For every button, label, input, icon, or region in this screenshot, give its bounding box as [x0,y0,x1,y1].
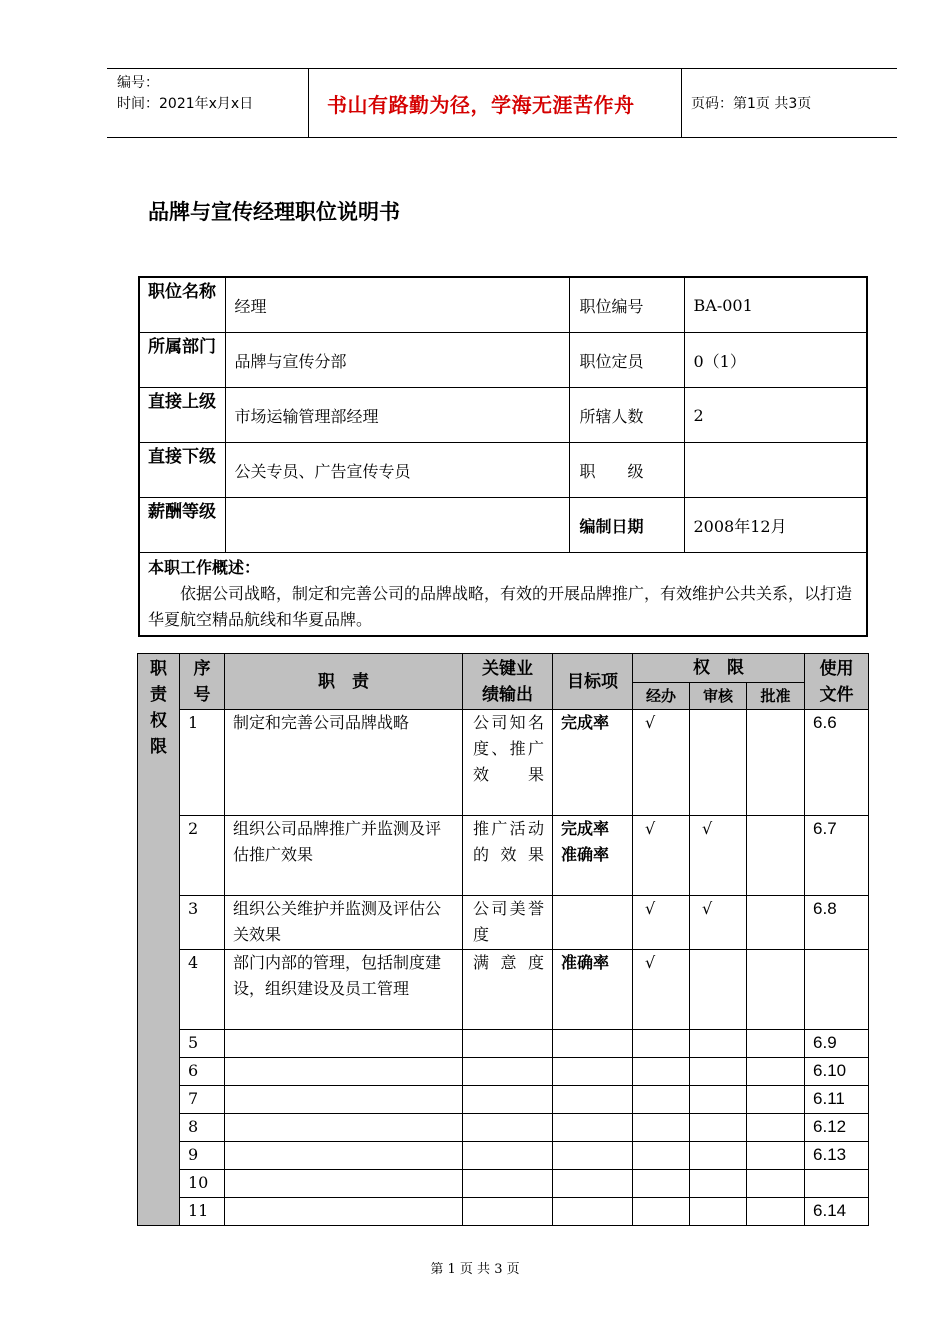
header-approve: 批准 [747,683,805,710]
header-kpi [463,654,553,710]
header-authority: 权 限 [633,654,805,683]
header-seq-text: 序号 [193,658,211,705]
duty-review [690,710,747,816]
duty-seq: 6 [180,1058,225,1086]
date-line: 时间：2021年x月x日 [117,96,254,112]
header-duty: 职 责 [225,654,463,710]
duty-description: 组织公关维护并监测及评估公关效果 [225,896,463,950]
duty-review [690,1058,747,1086]
duty-description: 部门内部的管理，包括制度建设，组织建设及员工管理 [225,950,463,1030]
duty-description [225,1030,463,1058]
header-page-info: 页码：第1页 共3页 [691,96,812,112]
duty-row [138,896,869,950]
duty-description [225,1198,463,1226]
side-label-text: 职责权限 [150,659,167,757]
duty-handle [633,1030,690,1058]
duty-handle [633,1058,690,1086]
duty-doc: 6.12 [805,1114,869,1142]
duty-kpi: 公司美誉度 [463,896,553,950]
duty-review [690,950,747,1030]
duty-approve [747,1142,805,1170]
duty-handle [633,1142,690,1170]
duty-handle [633,1114,690,1142]
summary-heading: 本职工作概述： [148,558,261,577]
duty-target: 准确率 [553,950,633,1030]
duty-doc: 6.6 [805,710,869,816]
duty-row [138,1198,869,1226]
duty-row [138,1086,869,1114]
duty-description [225,1058,463,1086]
duty-description [225,1142,463,1170]
duty-approve [747,1058,805,1086]
duty-doc: 6.11 [805,1086,869,1114]
duty-target-item: 准确率 [561,845,610,864]
duty-kpi [463,1058,553,1086]
info-label: 薪酬等级 [139,498,225,553]
summary-row [139,553,867,637]
duty-description: 组织公司品牌推广并监测及评估推广效果 [225,816,463,896]
header-doc-text: 使用文件 [819,658,854,705]
info-value [225,498,569,553]
info-row [139,277,867,333]
duty-handle [633,1170,690,1198]
duty-seq: 4 [180,950,225,1030]
duty-description [225,1114,463,1142]
info-row [139,443,867,498]
duty-review [690,1030,747,1058]
duty-seq: 8 [180,1114,225,1142]
duty-approve [747,1030,805,1058]
header-review: 审核 [690,683,747,710]
duty-handle: √ [633,710,690,816]
duty-row [138,1170,869,1198]
duty-description: 制定和完善公司品牌战略 [225,710,463,816]
duty-handle: √ [633,950,690,1030]
duty-kpi [463,1030,553,1058]
duty-review [690,1198,747,1226]
duty-approve [747,950,805,1030]
duty-target [553,1142,633,1170]
duty-row [138,1114,869,1142]
header-motto: 书山有路勤为径，学海无涯苦作舟 [327,93,635,117]
serial-label: 编号： [117,75,159,91]
duty-row [138,950,869,1030]
duty-doc: 6.10 [805,1058,869,1086]
header-meta [117,73,253,115]
duty-seq: 2 [180,816,225,896]
duty-approve [747,1086,805,1114]
info-value: 2008年12月 [684,498,867,553]
duty-handle [633,1086,690,1114]
duty-doc [805,950,869,1030]
duties-table [137,653,869,1226]
info-value: BA-001 [684,277,867,333]
info-key: 职位定员 [569,333,684,388]
duty-description [225,1086,463,1114]
duty-kpi [463,1170,553,1198]
duty-seq: 1 [180,710,225,816]
duty-review: √ [690,896,747,950]
info-row [139,498,867,553]
duty-target: 完成率 [553,710,633,816]
duty-review [690,1142,747,1170]
info-label: 直接上级 [139,388,225,443]
duty-handle [633,1198,690,1226]
duty-approve [747,1114,805,1142]
duty-approve [747,1170,805,1198]
duty-target [553,1114,633,1142]
duty-kpi: 满意度 [463,950,553,1030]
duty-kpi [463,1198,553,1226]
duty-target [553,1198,633,1226]
info-value: 品牌与宣传分部 [225,333,569,388]
page-footer: 第 1 页 共 3 页 [430,1262,520,1277]
info-row [139,388,867,443]
duty-seq: 5 [180,1030,225,1058]
duty-doc [805,1170,869,1198]
info-key: 职 级 [569,443,684,498]
info-value: 市场运输管理部经理 [225,388,569,443]
info-label: 职位名称 [139,277,225,333]
duty-approve [747,1198,805,1226]
duty-row [138,1142,869,1170]
document-title: 品牌与宣传经理职位说明书 [148,200,400,224]
duty-row [138,710,869,816]
page-header [107,68,897,138]
duty-target-item: 完成率 [561,819,610,838]
duty-seq: 11 [180,1198,225,1226]
info-value: 公关专员、广告宣传专员 [225,443,569,498]
duty-target [553,1058,633,1086]
duty-seq: 10 [180,1170,225,1198]
position-info-table [138,276,868,637]
info-key: 编制日期 [569,498,684,553]
duty-handle: √ [633,816,690,896]
duty-row [138,816,869,896]
header-divider [681,69,682,137]
info-label: 所属部门 [139,333,225,388]
duty-target [553,1170,633,1198]
summary-body: 依据公司战略，制定和完善公司的品牌战略，有效的开展品牌推广，有效维护公共关系，以打造华夏航空精品航线和华夏品牌。 [148,584,853,629]
info-row [139,333,867,388]
duty-approve [747,816,805,896]
side-label-duties-authority [138,654,180,1226]
duty-row [138,1030,869,1058]
duty-review [690,1170,747,1198]
duty-kpi: 公司知名度、推广效果 [463,710,553,816]
duty-seq: 7 [180,1086,225,1114]
header-handle: 经办 [633,683,690,710]
summary-cell [139,553,867,637]
header-doc [805,654,869,710]
duty-target [553,896,633,950]
duty-row [138,1058,869,1086]
duty-review [690,1086,747,1114]
header-target: 目标项 [553,654,633,710]
duty-target [553,1030,633,1058]
info-key: 所辖人数 [569,388,684,443]
duty-seq: 3 [180,896,225,950]
duty-seq: 9 [180,1142,225,1170]
duty-kpi: 推广活动的效果 [463,816,553,896]
header-seq [180,654,225,710]
duty-doc: 6.13 [805,1142,869,1170]
duty-target [553,1086,633,1114]
duty-kpi [463,1142,553,1170]
duty-review: √ [690,816,747,896]
duty-doc: 6.14 [805,1198,869,1226]
duty-doc: 6.7 [805,816,869,896]
duty-handle: √ [633,896,690,950]
header-kpi-text: 关键业绩输出 [482,658,533,705]
duty-doc: 6.8 [805,896,869,950]
info-value: 2 [684,388,867,443]
duty-kpi [463,1114,553,1142]
info-label: 直接下级 [139,443,225,498]
duty-review [690,1114,747,1142]
duty-target [553,816,633,896]
duty-approve [747,710,805,816]
header-divider [308,69,309,137]
info-value: 经理 [225,277,569,333]
info-value: 0（1） [684,333,867,388]
duty-doc: 6.9 [805,1030,869,1058]
info-key: 职位编号 [569,277,684,333]
duty-description [225,1170,463,1198]
duty-kpi [463,1086,553,1114]
info-value [684,443,867,498]
duty-approve [747,896,805,950]
